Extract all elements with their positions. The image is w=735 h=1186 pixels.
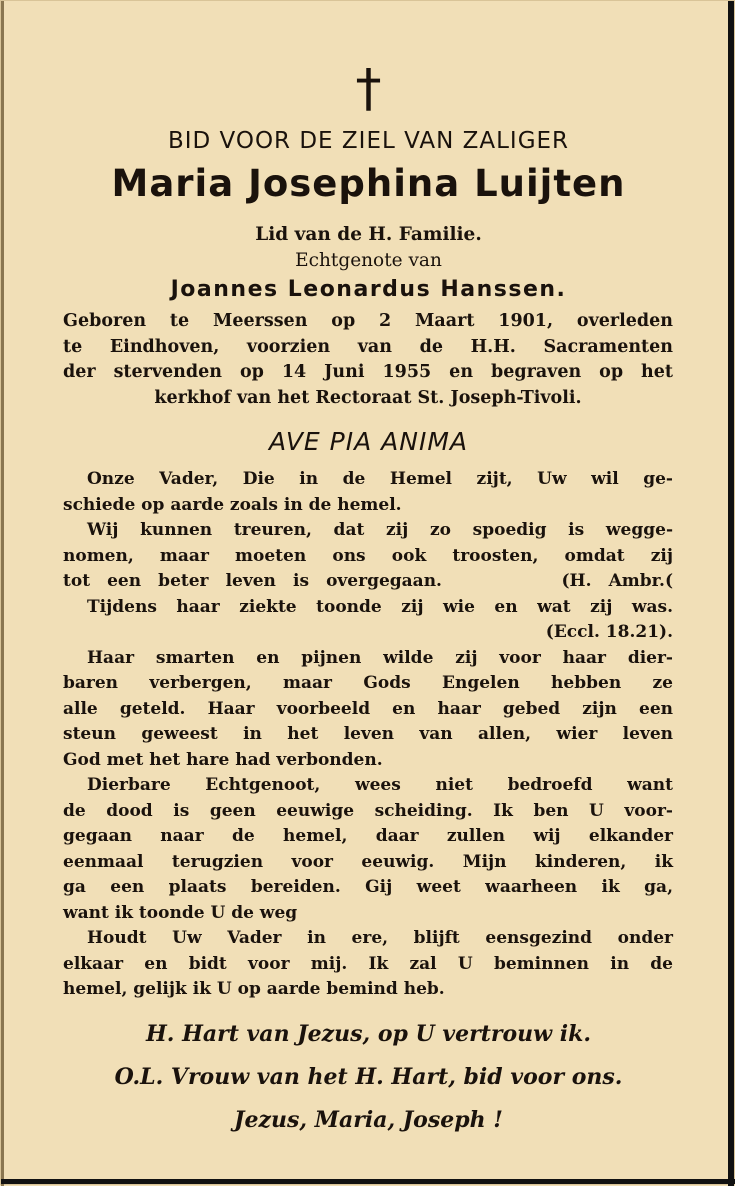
prayer-sacred-heart: H. Hart van Jezus, op U vertrouw ik. (145, 1021, 592, 1047)
memorial-text (63, 467, 673, 1003)
text-line: steun geweest in het leven van allen, wier leven (63, 724, 673, 744)
prayer-our-lady: O.L. Vrouw van het H. Hart, bid voor ons. (114, 1064, 623, 1090)
text-line: gegaan naar de hemel, daar zullen wij elkander (63, 826, 673, 846)
text-line: schiede op aarde zoals in de hemel. (63, 494, 402, 515)
card-heading: BID VOOR DE ZIEL VAN ZALIGER (167, 128, 570, 154)
text-line: tot een beter leven is overgegaan. (H. Ambr.( (63, 571, 673, 591)
biography (63, 309, 673, 411)
text-line: eenmaal terugzien voor eeuwig. Mijn kinderen, ik (63, 851, 673, 872)
prayer-holy-family: Jezus, Maria, Joseph ! (234, 1107, 503, 1133)
cross-icon: † (355, 59, 382, 119)
text-line: (Eccl. 18.21). (545, 622, 673, 642)
text-line: de dood is geen eeuwige scheiding. Ik ben U voor- (63, 800, 673, 821)
text-line: Houdt Uw Vader in ere, blijft eensgezind onder (87, 928, 673, 948)
text-line: Tijdens haar ziekte toonde zij wie en wat zij was. (87, 596, 673, 617)
bio-line: te Eindhoven, voorzien van de H.H. Sacramenten (63, 336, 673, 357)
text-line: Haar smarten en pijnen wilde zij voor haar dier- (87, 647, 673, 668)
text-line: nomen, maar moeten ons ook troosten, omdat zij (63, 545, 673, 566)
text-line: baren verbergen, maar Gods Engelen hebben ze (63, 673, 673, 693)
bio-line: der stervenden op 14 Juni 1955 en begraven op het (63, 362, 673, 382)
text-line: alle geteld. Haar voorbeeld en haar gebed zijn een (63, 698, 673, 719)
text-line: want ik toonde U de weg (63, 902, 298, 923)
text-line: elkaar en bidt voor mij. Ik zal U beminnen in de (63, 953, 673, 974)
spouse-intro: Echtgenote van (295, 250, 442, 271)
spouse-name: Joannes Leonardus Hanssen. (170, 277, 567, 302)
text-line: God met het hare had verbonden. (63, 749, 383, 770)
text-line: Onze Vader, Die in de Hemel zijt, Uw wil ge- (87, 469, 673, 489)
text-line: ga een plaats bereiden. Gij weet waarheen ik ga, (63, 877, 673, 897)
text-line: Dierbare Echtgenoot, wees niet bedroefd want (87, 775, 673, 795)
bio-line: Geboren te Meerssen op 2 Maart 1901, overleden (63, 311, 673, 331)
card-bottom-border (1, 1179, 735, 1184)
deceased-name: Maria Josephina Luijten (111, 162, 626, 205)
ave-pia-anima: AVE PIA ANIMA (268, 427, 469, 456)
text-line: hemel, gelijk ik U op aarde bemind heb. (63, 979, 445, 999)
text-line: Wij kunnen treuren, dat zij zo spoedig is wegge- (87, 520, 673, 540)
bio-line: kerkhof van het Rectoraat St. Joseph-Tivoli. (154, 387, 582, 408)
membership-line: Lid van de H. Familie. (255, 224, 482, 245)
